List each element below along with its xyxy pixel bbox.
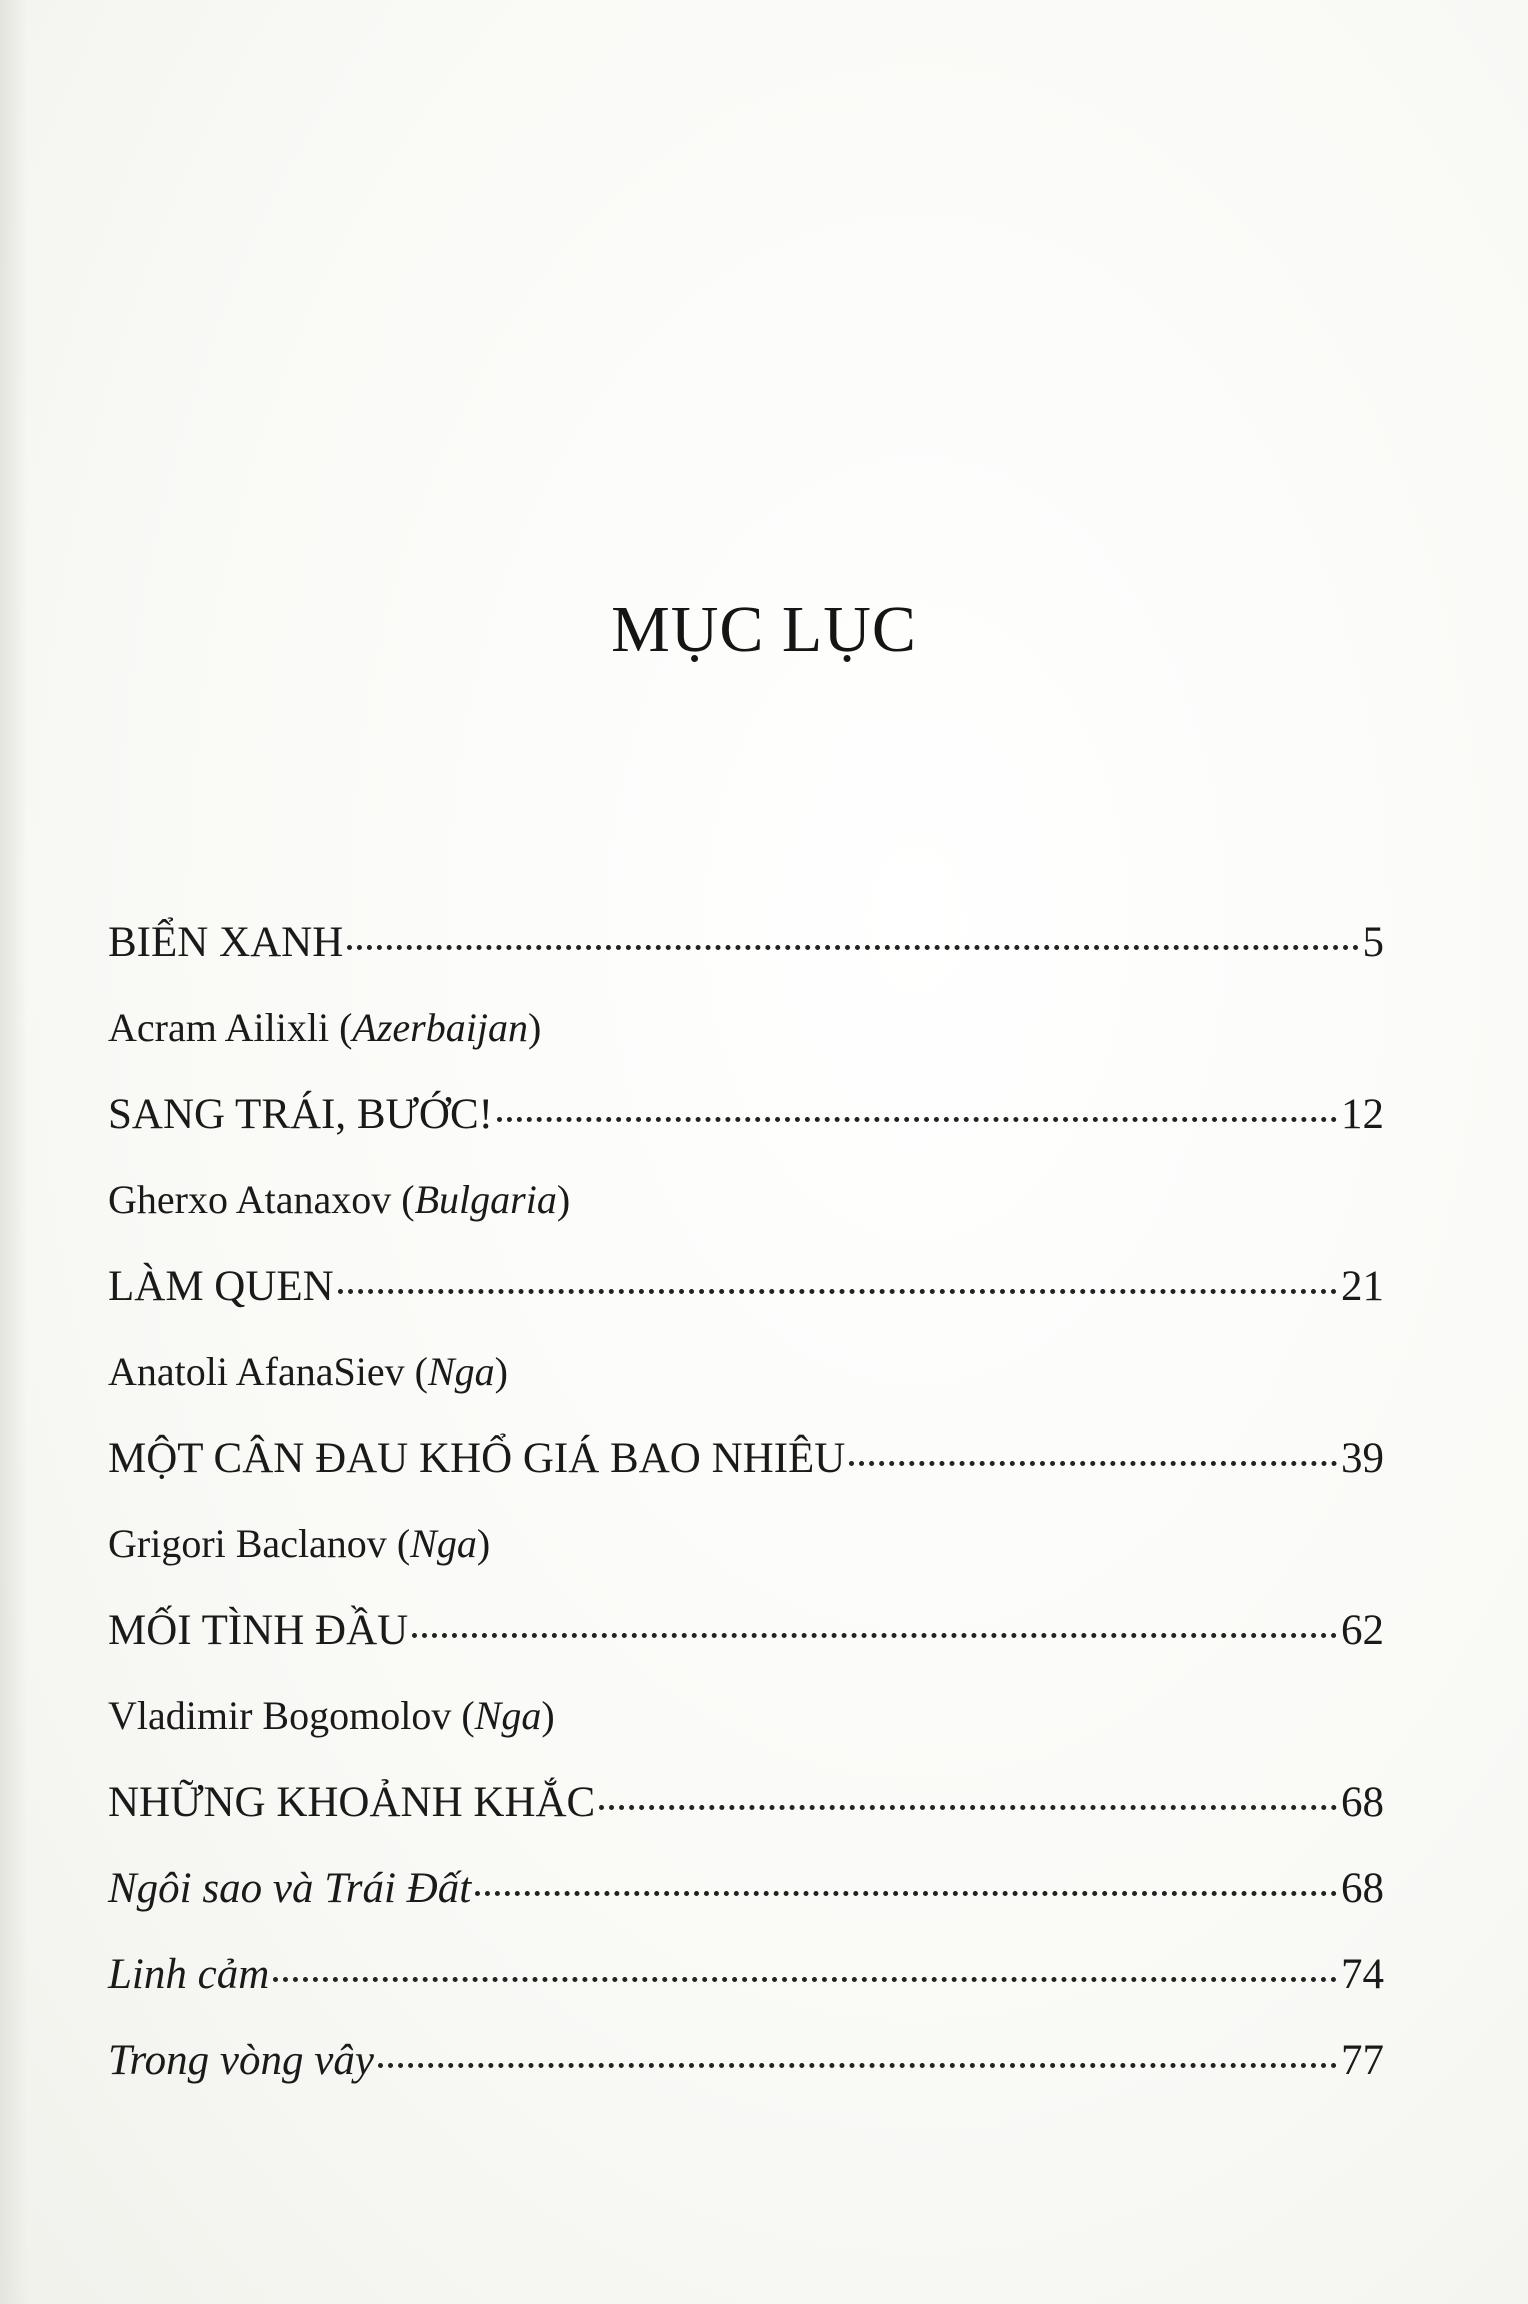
toc-subentry bbox=[108, 1950, 1384, 2036]
toc-subentry-title: Ngôi sao và Trái Đất bbox=[108, 1865, 472, 1912]
toc-entry-page: 12 bbox=[1341, 1091, 1384, 1138]
toc-author: Acram Ailixli bbox=[108, 1005, 330, 1050]
page-binding-shadow bbox=[0, 0, 28, 2304]
toc-author-country: Azerbaijan bbox=[352, 1005, 528, 1050]
toc-author-line: Grigori Baclanov ( Nga ) bbox=[108, 1521, 491, 1566]
dot-leader bbox=[347, 945, 1358, 950]
toc-author: Gherxo Atanaxov bbox=[108, 1177, 392, 1222]
toc-author: Grigori Baclanov bbox=[108, 1521, 387, 1566]
toc-entry bbox=[108, 1778, 1384, 1864]
table-of-contents bbox=[108, 918, 1384, 2122]
toc-author-country: Bulgaria bbox=[414, 1177, 557, 1222]
toc-subentry bbox=[108, 1864, 1384, 1950]
toc-entry-title: SANG TRÁI, BƯỚC! bbox=[108, 1091, 493, 1138]
toc-entry-page: 21 bbox=[1341, 1263, 1384, 1310]
toc-author-line: Vladimir Bogomolov ( Nga ) bbox=[108, 1693, 555, 1738]
dot-leader bbox=[849, 1461, 1337, 1466]
toc-entry bbox=[108, 1262, 1384, 1348]
dot-leader bbox=[475, 1891, 1337, 1896]
toc-subentry-page: 77 bbox=[1341, 2037, 1384, 2084]
toc-entry-page: 68 bbox=[1341, 1779, 1384, 1826]
toc-entry-title: MỘT CÂN ĐAU KHỔ GIÁ BAO NHIÊU bbox=[108, 1435, 846, 1482]
toc-entry bbox=[108, 1090, 1384, 1176]
toc-author-line: Acram Ailixli ( Azerbaijan ) bbox=[108, 1005, 542, 1050]
dot-leader bbox=[273, 1977, 1337, 1982]
toc-subentry-page: 68 bbox=[1341, 1865, 1384, 1912]
toc-subentry-title: Trong vòng vây bbox=[108, 2037, 374, 2084]
toc-subentry-page: 74 bbox=[1341, 1951, 1384, 1998]
dot-leader bbox=[338, 1289, 1337, 1294]
toc-entry-page: 39 bbox=[1341, 1435, 1384, 1482]
page-title: MỤC LỤC bbox=[611, 593, 917, 666]
toc-author-country: Nga bbox=[427, 1349, 495, 1394]
toc-author-line: Anatoli AfanaSiev ( Nga ) bbox=[108, 1349, 508, 1394]
dot-leader bbox=[378, 2063, 1337, 2068]
toc-entry-title: NHỮNG KHOẢNH KHẮC bbox=[108, 1779, 596, 1826]
toc-entry bbox=[108, 1434, 1384, 1520]
toc-entry-title: LÀM QUEN bbox=[108, 1263, 334, 1310]
toc-subentry-title: Linh cảm bbox=[108, 1951, 270, 1998]
toc-entry-page: 5 bbox=[1362, 919, 1384, 966]
toc-entry-page: 62 bbox=[1341, 1607, 1384, 1654]
toc-author: Anatoli AfanaSiev bbox=[108, 1349, 405, 1394]
dot-leader bbox=[497, 1117, 1337, 1122]
dot-leader bbox=[412, 1633, 1337, 1638]
toc-entry bbox=[108, 918, 1384, 1004]
toc-subentry bbox=[108, 2036, 1384, 2122]
toc-author-country: Nga bbox=[474, 1693, 542, 1738]
toc-entry bbox=[108, 1606, 1384, 1692]
dot-leader bbox=[599, 1805, 1337, 1810]
toc-author: Vladimir Bogomolov bbox=[108, 1693, 452, 1738]
toc-author-country: Nga bbox=[410, 1521, 477, 1566]
toc-author-line: Gherxo Atanaxov ( Bulgaria ) bbox=[108, 1177, 571, 1222]
toc-entry-title: BIỂN XANH bbox=[108, 919, 344, 966]
toc-entry-title: MỐI TÌNH ĐẦU bbox=[108, 1607, 409, 1654]
